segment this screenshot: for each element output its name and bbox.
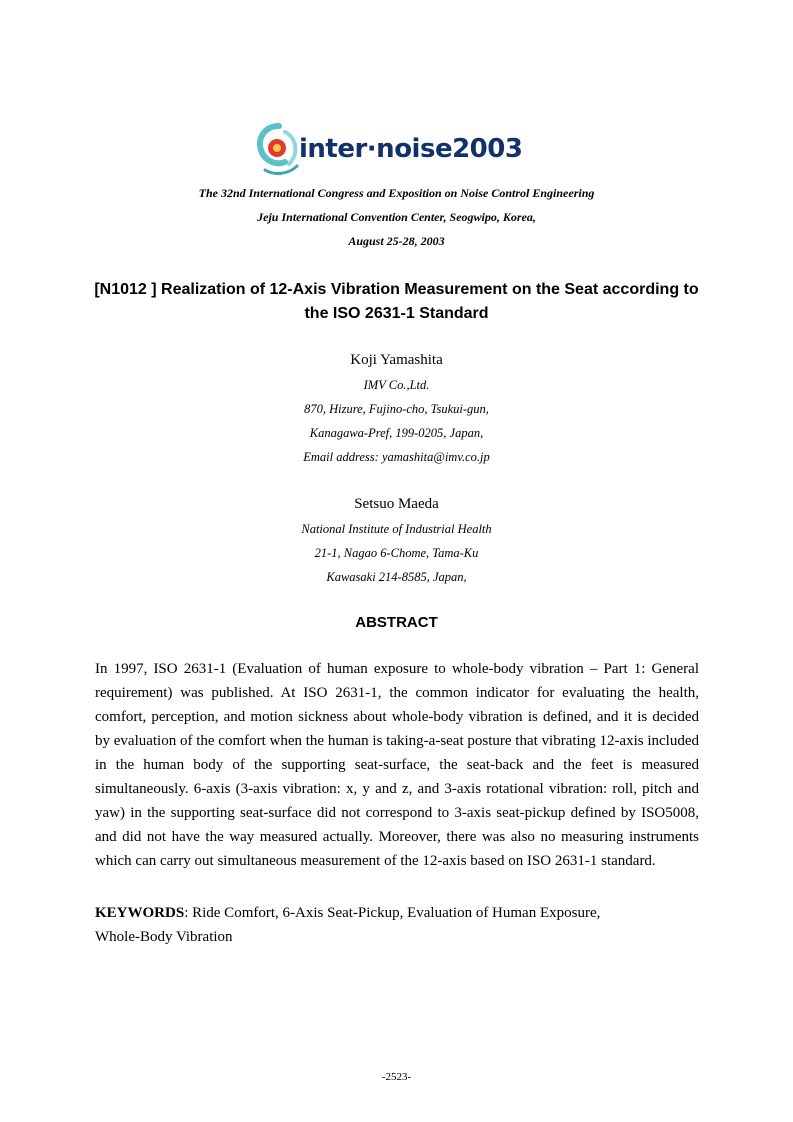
keywords-label: KEYWORDS	[95, 905, 185, 921]
keywords-list: : Ride Comfort, 6-Axis Seat-Pickup, Evaluation of Human Exposure,	[184, 905, 601, 921]
conference-logo	[255, 120, 540, 180]
author-name: Koji Yamashita	[350, 352, 443, 368]
conference-name: The 32nd International Congress and Exposition on Noise Control Engineering	[198, 186, 595, 200]
abstract-body: In 1997, ISO 2631-1 (Evaluation of human exposure to whole-body vibration – Part 1: General requirement) was published. At ISO 2631-1, the common indicator for evaluating the health, comfort, perception, and motion sickness about whole-body vibration is defined, and it is decided by evaluation of the comfort when the human is taking-a-seat posture that vibrating 12-axis included in the human body of the supporting seat-surface, the seat-back and the feet is measured simultaneously. 6-axis (3-axis vibration: x, y and z, and 3-axis rotational vibration: roll, pitch and yaw) in the supporting seat-surface did not correspond to 3-axis seat-pickup defined by ISO5008, and did not have the way measured actually. Moreover, there was also no measuring instruments which can carry out simultaneous measurement of the 12-axis based on ISO 2631-1 standard.	[95, 661, 699, 869]
author-address: Kawasaki 214-8585, Japan,	[326, 570, 467, 584]
author-address: 21-1, Nagao 6-Chome, Tama-Ku	[314, 546, 479, 560]
paper-title-line1: [N1012 ] Realization of 12-Axis Vibration Measurement on the Seat according to	[94, 281, 699, 298]
page-number: -2523-	[381, 1071, 412, 1083]
conference-dates: August 25-28, 2003	[348, 234, 445, 248]
keywords-list-continued: Whole-Body Vibration	[95, 929, 233, 945]
author-email: Email address: yamashita@imv.co.jp	[303, 450, 490, 464]
conference-venue: Jeju International Convention Center, Seogwipo, Korea,	[257, 210, 536, 224]
logo-wordmark: inter·noise2003	[299, 134, 523, 164]
keywords	[95, 901, 699, 949]
paper-title	[80, 278, 713, 326]
swirl-logo-icon	[255, 120, 303, 180]
author-affiliation: IMV Co.,Ltd.	[363, 378, 430, 392]
paper-title-line2: the ISO 2631-1 Standard	[304, 305, 489, 322]
author-affiliation: National Institute of Industrial Health	[301, 522, 492, 536]
author-name: Setsuo Maeda	[354, 496, 439, 512]
abstract-heading: ABSTRACT	[355, 614, 438, 631]
author-address: Kanagawa-Pref, 199-0205, Japan,	[309, 426, 484, 440]
author-address: 870, Hizure, Fujino-cho, Tsukui-gun,	[304, 402, 489, 416]
